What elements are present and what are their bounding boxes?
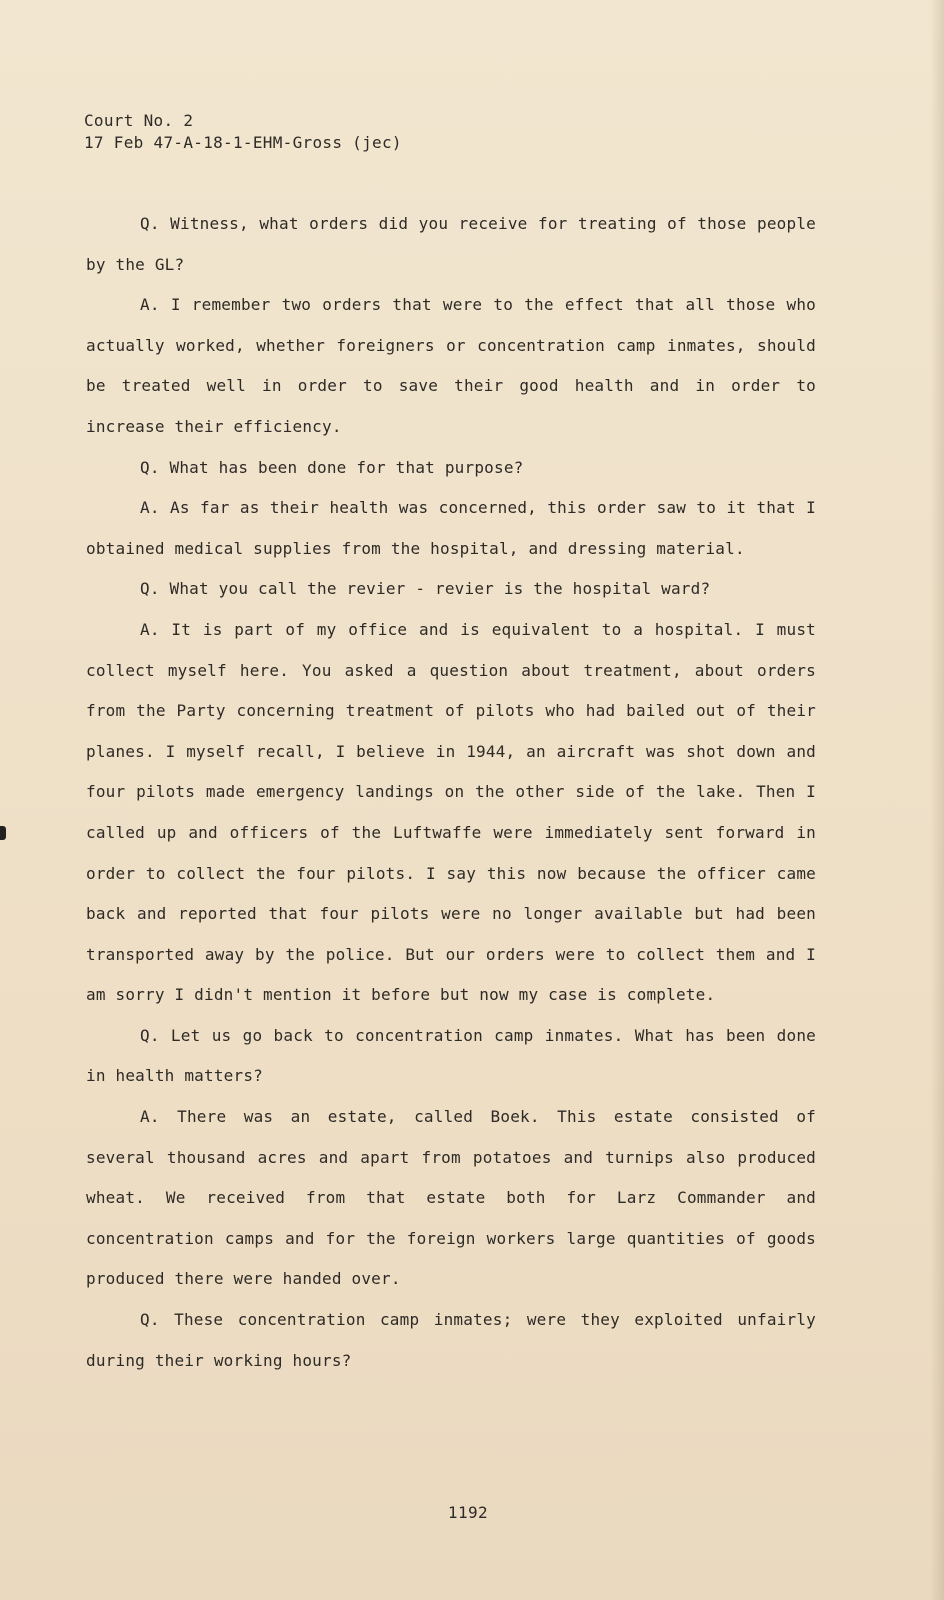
question-paragraph: Q. Let us go back to concentration camp inmates. What has been done in health matters? [86, 1025, 816, 1086]
question-paragraph: Q. These concentration camp inmates; were they exploited unfairly during their working hours? [86, 1310, 816, 1370]
question-paragraph: Q. What you call the revier - revier is the hospital ward? [140, 579, 711, 599]
court-number: Court No. 2 [84, 111, 194, 130]
answer-paragraph: A. I remember two orders that were to the effect that all those who actually worked, whether foreigners or concentration camp inmates, should be treated well in order to save their good health and in order to increase their efficiency. [86, 295, 816, 436]
answer-paragraph: A. As far as their health was concerned, this order saw to it that I obtained medical supplies from the hospital, and dressing material. [86, 498, 816, 558]
answer-paragraph: A. It is part of my office and is equivalent to a hospital. I must collect myself here. You asked a question about treatment, about orders from the Party concerning treatment of pilots who had bailed out of their planes. I myself recall, I believe in 1944, an aircraft was shot down and four pilots made emergency landings on the other side of the lake. Then I called up and officers of the Luftwaffe were immediately sent forward in order to collect the four pilots. I say this now because the officer came back and reported that four pilots were no longer available but had been transported away by the police. But our orders were to collect them and I am sorry I didn't mention it before but now my case is complete. [86, 619, 816, 1005]
binding-mark [0, 826, 6, 840]
page-number: 1192 [447, 1503, 489, 1522]
document-header [84, 110, 402, 154]
answer-paragraph: A. There was an estate, called Boek. This estate consisted of several thousand acres and apart from potatoes and turnips also produced wheat. We received from that estate both for Larz Commander and concentration camps and for the foreign workers large quantities of goods produced there were handed over. [86, 1107, 816, 1289]
question-paragraph: Q. What has been done for that purpose? [140, 457, 524, 477]
question-paragraph: Q. Witness, what orders did you receive for treating of those people by the GL? [86, 214, 816, 274]
transcript-reference: 17 Feb 47-A-18-1-EHM-Gross (jec) [84, 133, 402, 152]
paper-edge-shadow [930, 0, 944, 1600]
transcript-body [86, 204, 816, 1381]
